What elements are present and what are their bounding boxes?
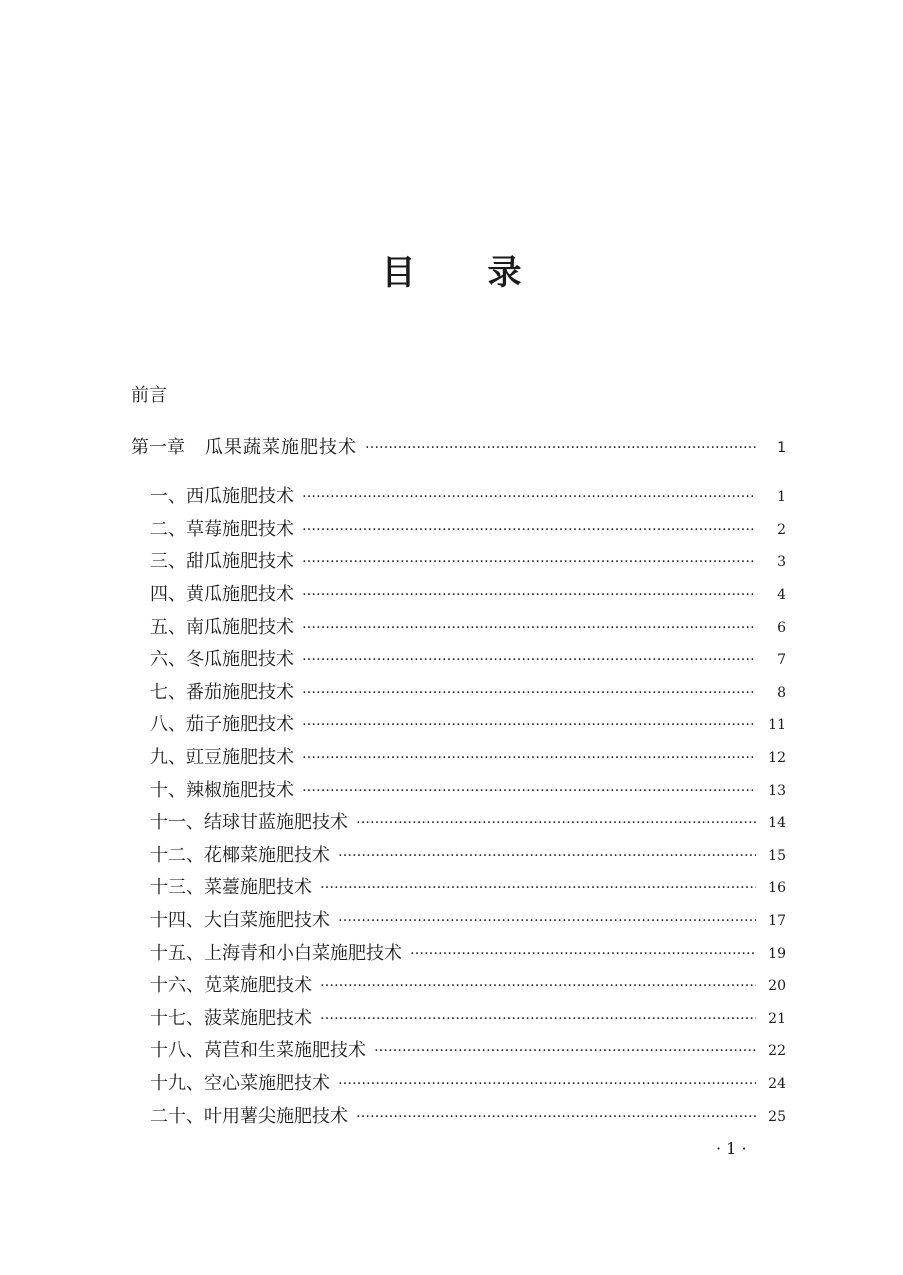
toc-entry-label: 十、辣椒施肥技术 bbox=[150, 779, 294, 801]
toc-entry-label: 十九、空心菜施肥技术 bbox=[150, 1072, 330, 1094]
dot-leader bbox=[302, 518, 756, 534]
dot-leader bbox=[302, 616, 756, 632]
dot-leader bbox=[338, 844, 756, 860]
dot-leader bbox=[338, 1072, 756, 1088]
dot-leader bbox=[338, 909, 756, 925]
dot-leader bbox=[374, 1039, 756, 1055]
toc-entry[interactable] bbox=[150, 1033, 786, 1066]
toc-entry[interactable] bbox=[150, 805, 786, 838]
toc-entry-label: 十二、花椰菜施肥技术 bbox=[150, 844, 330, 866]
toc-entry[interactable] bbox=[150, 935, 786, 968]
dot-leader bbox=[302, 681, 756, 697]
toc-entry-page: 14 bbox=[768, 815, 786, 832]
toc-entry[interactable] bbox=[150, 609, 786, 642]
toc-entry-label: 八、茄子施肥技术 bbox=[150, 714, 294, 736]
toc-entry-page: 25 bbox=[768, 1108, 786, 1125]
toc-entry[interactable] bbox=[150, 512, 786, 545]
toc-entry[interactable] bbox=[150, 544, 786, 577]
toc-entry[interactable] bbox=[150, 968, 786, 1001]
toc-entry-page: 21 bbox=[768, 1010, 786, 1027]
toc-entry-label: 十一、结球甘蓝施肥技术 bbox=[150, 812, 348, 834]
toc-entry-page: 1 bbox=[777, 489, 786, 506]
dot-leader bbox=[302, 648, 756, 664]
toc-entry[interactable] bbox=[150, 1066, 786, 1099]
dot-leader bbox=[356, 811, 756, 827]
dot-leader bbox=[302, 583, 756, 599]
toc-entry-label: 七、番茄施肥技术 bbox=[150, 681, 294, 703]
toc-preface[interactable]: 前言 bbox=[131, 385, 167, 406]
toc-entry-label: 一、西瓜施肥技术 bbox=[150, 486, 294, 508]
toc-entry-label: 十三、菜薹施肥技术 bbox=[150, 877, 312, 899]
dot-leader bbox=[302, 779, 756, 795]
toc-entry-page: 24 bbox=[768, 1075, 786, 1092]
toc-entry[interactable] bbox=[150, 740, 786, 773]
toc-entry[interactable] bbox=[150, 479, 786, 512]
dot-leader bbox=[302, 485, 756, 501]
toc-list bbox=[150, 479, 786, 1131]
toc-entry-page: 15 bbox=[768, 847, 786, 864]
toc-entry-page: 2 bbox=[777, 521, 786, 538]
page-number-footer: · 1 · bbox=[716, 1139, 747, 1158]
toc-entry[interactable] bbox=[150, 1001, 786, 1034]
toc-entry-label: 十八、莴苣和生菜施肥技术 bbox=[150, 1040, 366, 1062]
dot-leader bbox=[356, 1105, 756, 1121]
dot-leader bbox=[302, 550, 756, 566]
toc-entry-label: 六、冬瓜施肥技术 bbox=[150, 649, 294, 671]
dot-leader bbox=[410, 942, 756, 958]
toc-entry-page: 12 bbox=[768, 750, 786, 767]
dot-leader bbox=[320, 1007, 756, 1023]
toc-chapter-1[interactable] bbox=[131, 432, 786, 460]
dot-leader bbox=[320, 974, 756, 990]
toc-entry-label: 九、豇豆施肥技术 bbox=[150, 747, 294, 769]
toc-entry-page: 4 bbox=[777, 587, 786, 604]
toc-entry-label: 五、南瓜施肥技术 bbox=[150, 616, 294, 638]
dot-leader bbox=[302, 746, 756, 762]
toc-entry[interactable] bbox=[150, 772, 786, 805]
dot-leader bbox=[365, 436, 756, 452]
toc-entry-page: 20 bbox=[768, 978, 786, 995]
toc-entry-page: 8 bbox=[777, 684, 786, 701]
dot-leader bbox=[302, 713, 756, 729]
toc-entry[interactable] bbox=[150, 675, 786, 708]
toc-entry-label: 十六、苋菜施肥技术 bbox=[150, 975, 312, 997]
toc-entry-page: 6 bbox=[777, 619, 786, 636]
toc-entry-page: 7 bbox=[777, 652, 786, 669]
toc-entry[interactable] bbox=[150, 577, 786, 610]
toc-entry-label: 二十、叶用薯尖施肥技术 bbox=[150, 1105, 348, 1127]
toc-entry[interactable] bbox=[150, 903, 786, 936]
toc-entry-label: 十七、菠菜施肥技术 bbox=[150, 1007, 312, 1029]
toc-entry-label: 十四、大白菜施肥技术 bbox=[150, 910, 330, 932]
toc-entry-page: 16 bbox=[768, 880, 786, 897]
toc-entry[interactable] bbox=[150, 1098, 786, 1131]
toc-entry-label: 二、草莓施肥技术 bbox=[150, 518, 294, 540]
dot-leader bbox=[320, 876, 756, 892]
chapter-number: 第一章 bbox=[131, 437, 185, 458]
toc-entry-page: 19 bbox=[768, 945, 786, 962]
chapter-page-number: 1 bbox=[777, 440, 786, 456]
toc-entry-page: 17 bbox=[768, 913, 786, 930]
toc-entry-label: 十五、上海青和小白菜施肥技术 bbox=[150, 942, 402, 964]
toc-entry-page: 3 bbox=[777, 554, 786, 571]
toc-entry-label: 三、甜瓜施肥技术 bbox=[150, 551, 294, 573]
toc-entry[interactable] bbox=[150, 870, 786, 903]
toc-entry-page: 22 bbox=[768, 1043, 786, 1060]
toc-entry-page: 11 bbox=[768, 717, 786, 734]
page-title: 目录 bbox=[381, 253, 594, 293]
toc-entry[interactable] bbox=[150, 642, 786, 675]
toc-entry[interactable] bbox=[150, 838, 786, 871]
toc-entry-label: 四、黄瓜施肥技术 bbox=[150, 584, 294, 606]
chapter-title: 瓜果蔬菜施肥技术 bbox=[205, 437, 357, 458]
toc-entry[interactable] bbox=[150, 707, 786, 740]
toc-entry-page: 13 bbox=[768, 782, 786, 799]
